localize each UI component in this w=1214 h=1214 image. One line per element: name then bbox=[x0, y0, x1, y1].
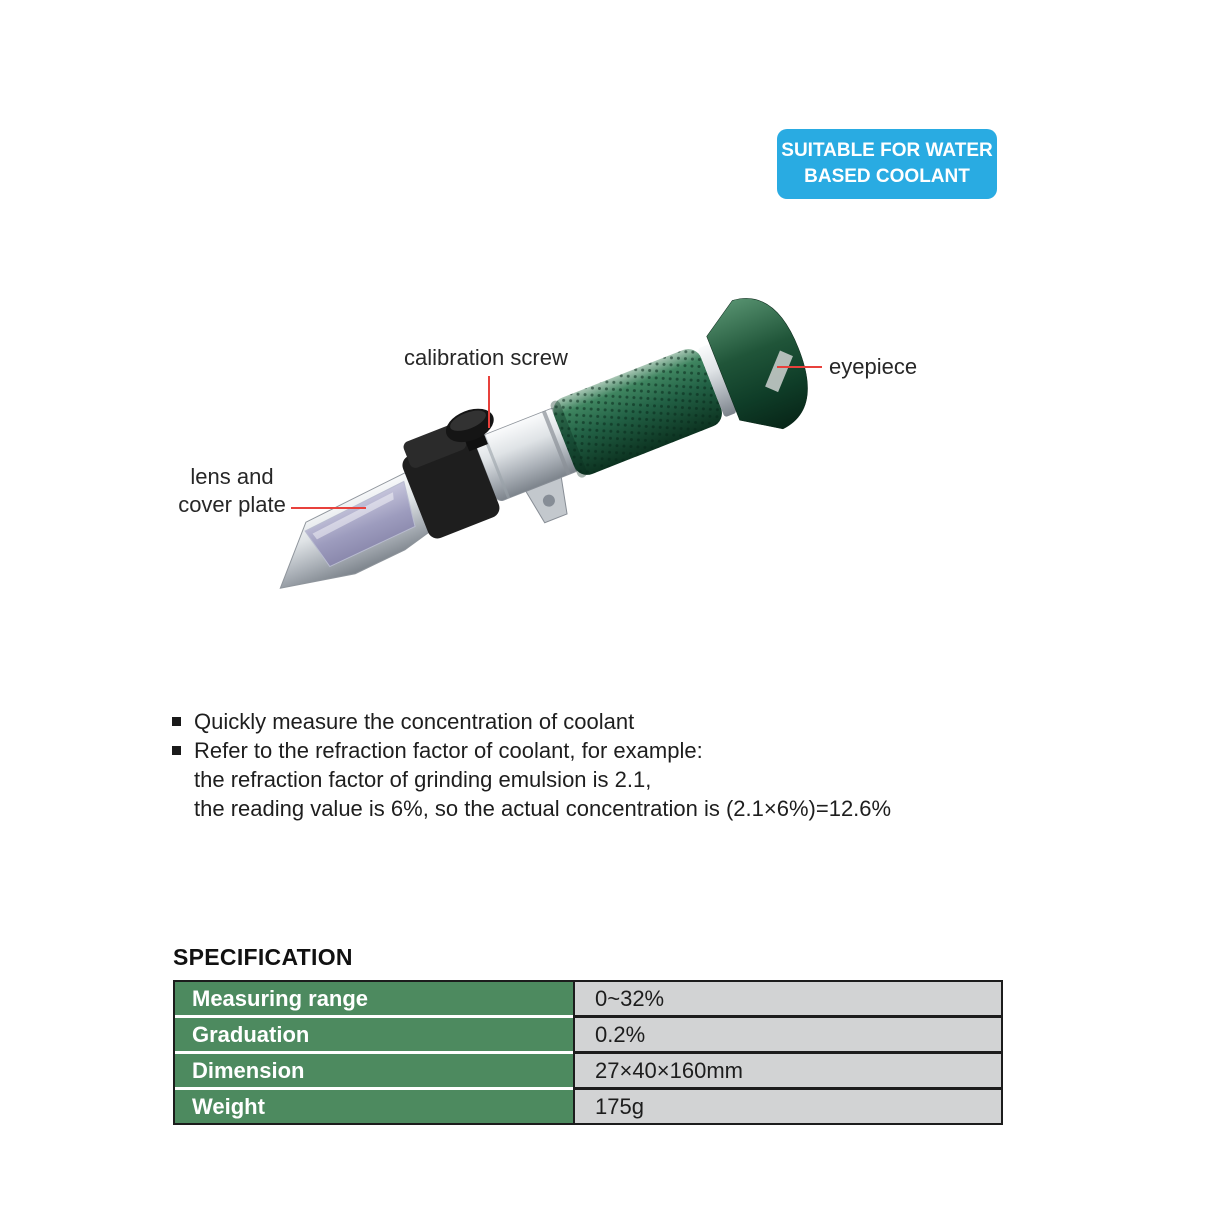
feature-text: Quickly measure the concentration of coolant bbox=[194, 709, 635, 734]
feature-list bbox=[172, 707, 1032, 823]
label-lens-line-2: cover plate bbox=[178, 492, 286, 517]
badge-line-1: SUITABLE FOR WATER bbox=[781, 140, 993, 161]
spec-value: 0.2% bbox=[573, 1015, 1001, 1051]
square-bullet-icon bbox=[172, 746, 181, 755]
table-row bbox=[175, 1051, 1001, 1087]
square-bullet-icon bbox=[172, 717, 181, 726]
table-row bbox=[175, 1015, 1001, 1051]
feature-text-continuation: the reading value is 6%, so the actual concentration is (2.1×6%)=12.6% bbox=[194, 796, 892, 821]
badge-line-2: BASED COOLANT bbox=[804, 166, 970, 187]
spec-value: 27×40×160mm bbox=[573, 1051, 1001, 1087]
leader-line-lens-cover-plate bbox=[291, 507, 366, 509]
feature-item bbox=[172, 707, 1032, 736]
leader-line-eyepiece bbox=[777, 366, 822, 368]
spec-label: Graduation bbox=[175, 1015, 573, 1051]
suitability-badge bbox=[777, 129, 997, 199]
feature-text: Refer to the refraction factor of coolant, for example: bbox=[194, 738, 703, 763]
specification-table bbox=[173, 980, 1003, 1125]
spec-label: Dimension bbox=[175, 1051, 573, 1087]
label-calibration-screw: calibration screw bbox=[404, 345, 568, 370]
specification-title: SPECIFICATION bbox=[173, 944, 353, 970]
table-row bbox=[175, 1087, 1001, 1123]
label-lens-cover-plate bbox=[166, 463, 298, 519]
feature-item bbox=[172, 736, 1032, 765]
feature-text-continuation: the refraction factor of grinding emulsion is 2.1, bbox=[194, 767, 652, 792]
spec-value: 0~32% bbox=[573, 982, 1001, 1015]
table-row bbox=[175, 982, 1001, 1015]
spec-label: Measuring range bbox=[175, 982, 573, 1015]
product-figure bbox=[228, 288, 828, 618]
leader-line-calibration-screw bbox=[488, 376, 490, 428]
refractometer-illustration bbox=[228, 288, 828, 618]
spec-label: Weight bbox=[175, 1087, 573, 1123]
label-eyepiece: eyepiece bbox=[829, 354, 918, 379]
spec-value: 175g bbox=[573, 1087, 1001, 1123]
label-lens-line-1: lens and bbox=[190, 464, 274, 489]
